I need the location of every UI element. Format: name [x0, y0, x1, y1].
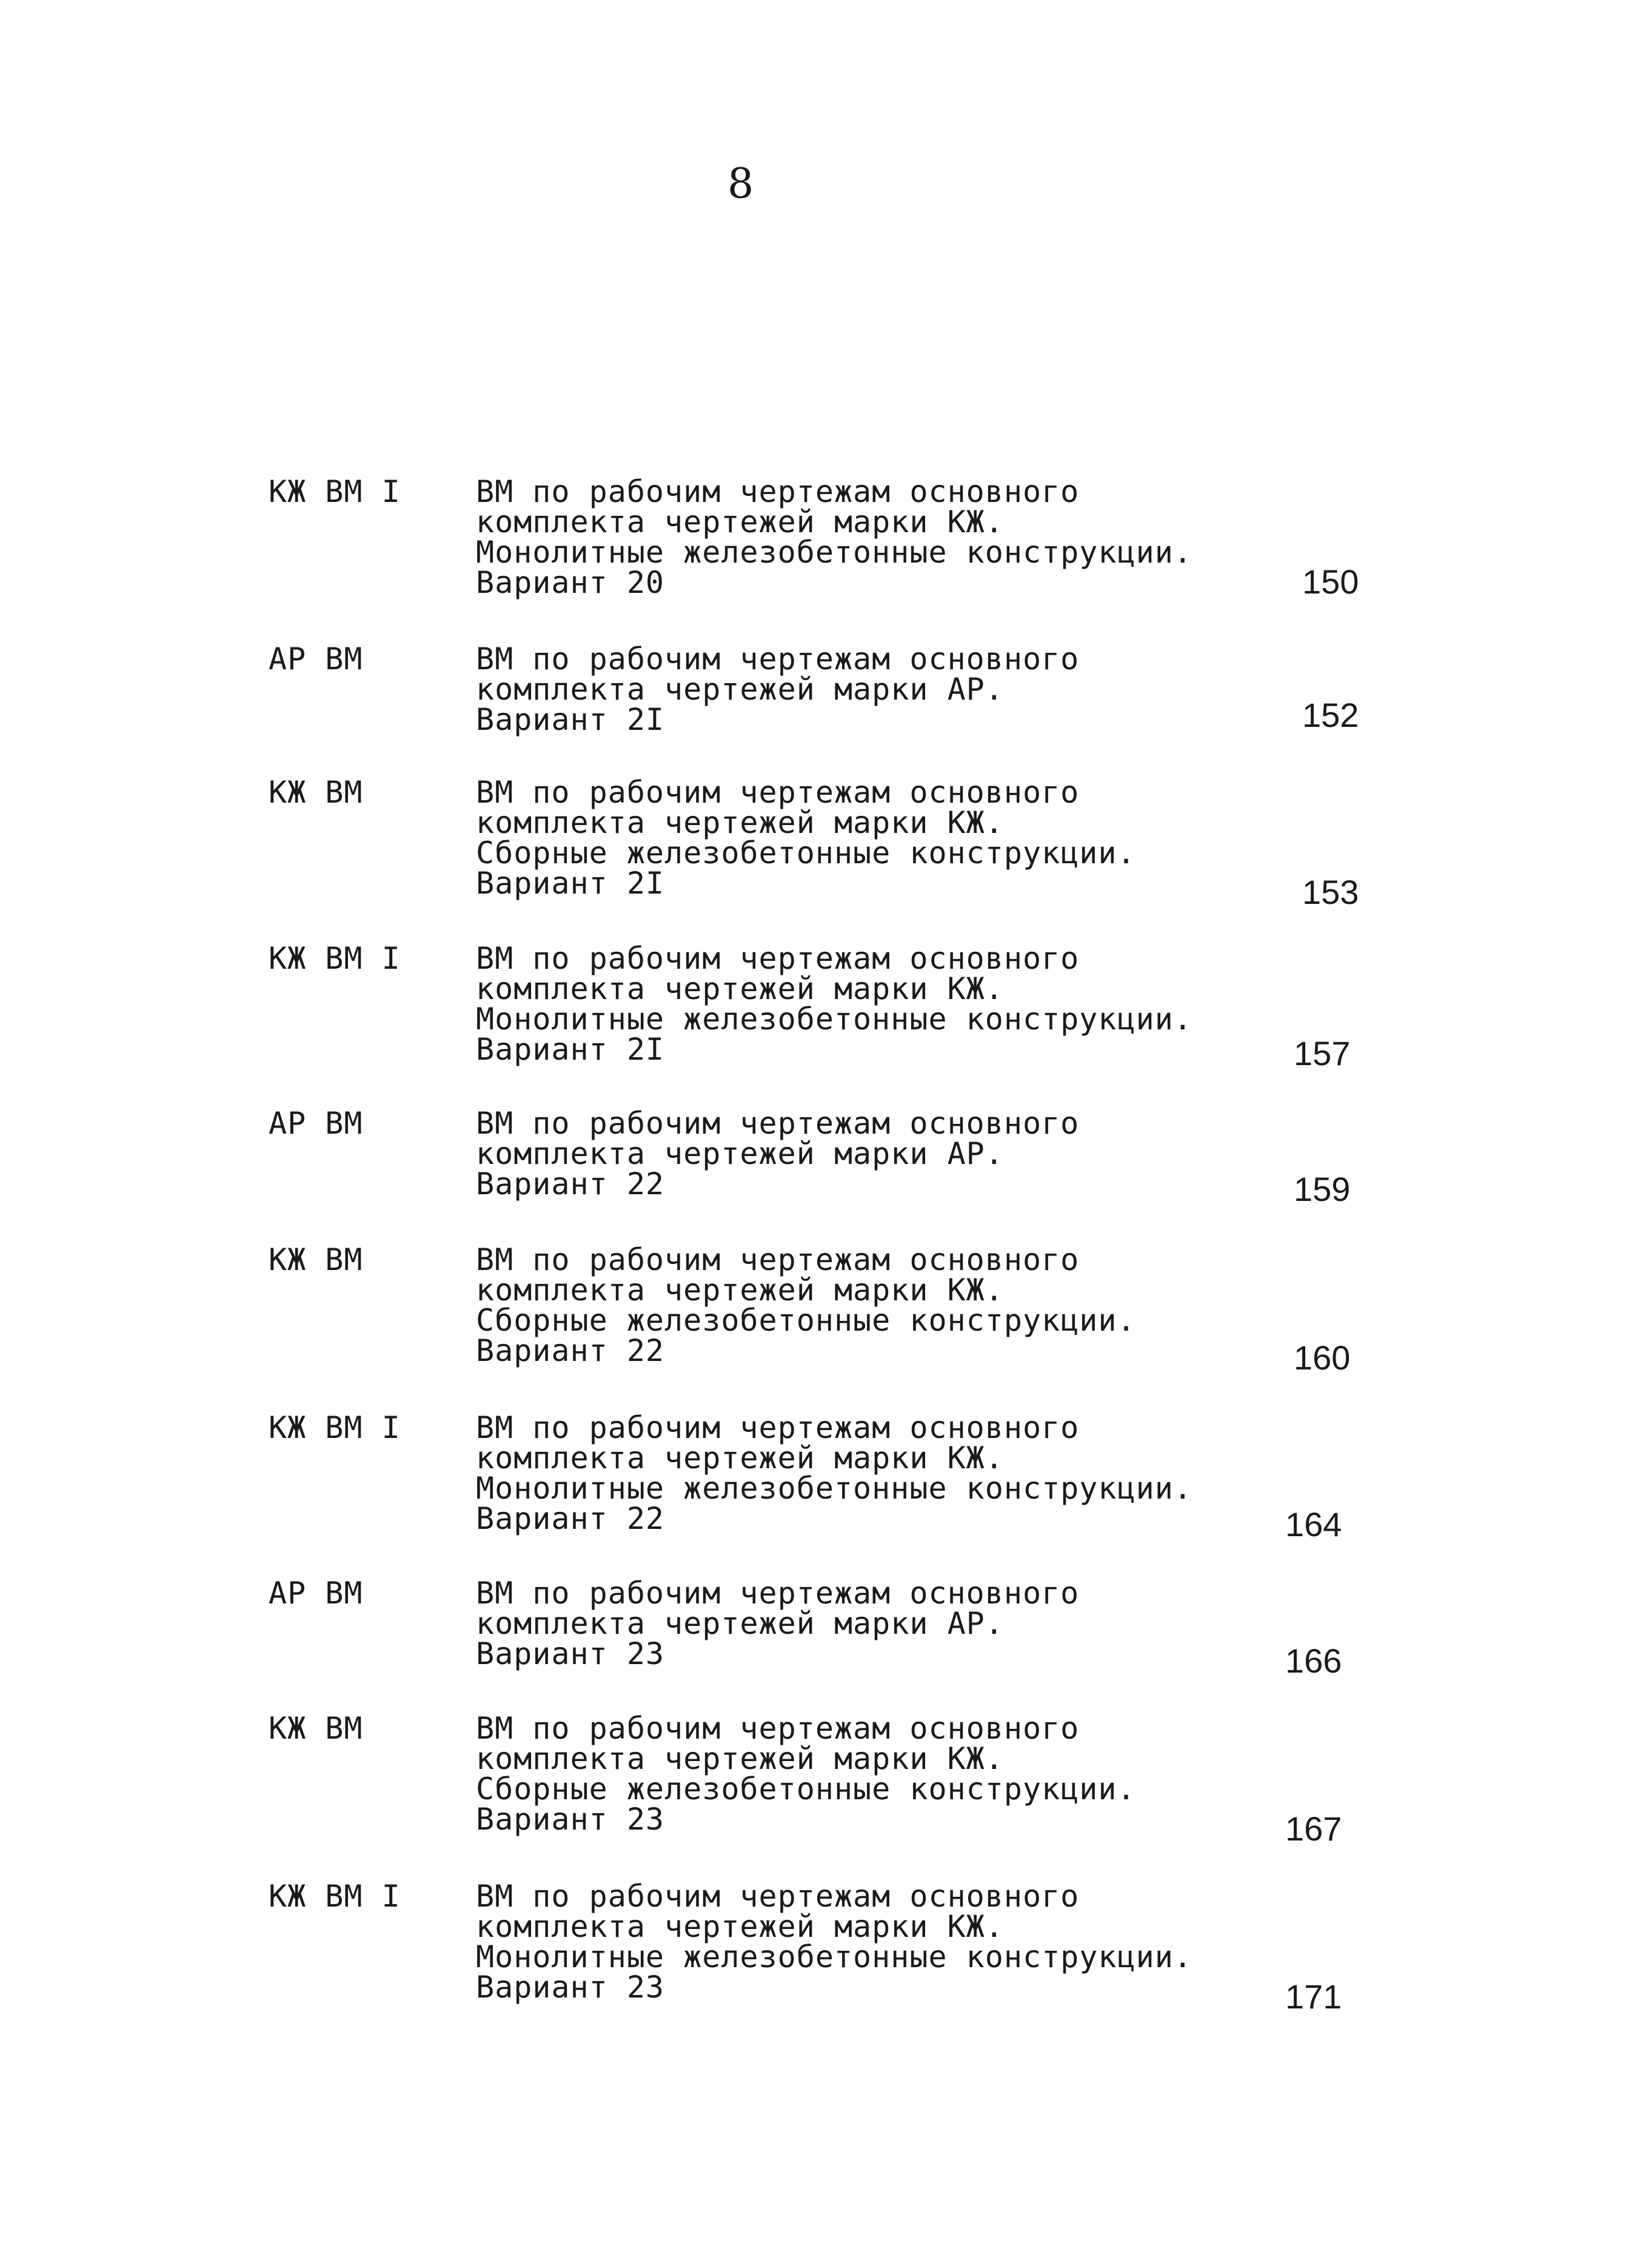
- entry-description-line: Вариант 2I: [476, 702, 665, 737]
- entry-description-line: Сборные железобетонные конструкции.: [476, 835, 1136, 871]
- entry-description-line: Вариант 23: [476, 1636, 665, 1671]
- entry-description-line: Монолитные железобетонные конструкции.: [476, 1471, 1192, 1506]
- page-number: 8: [727, 160, 754, 208]
- entry-description-line: ВМ по рабочим чертежам основного: [476, 641, 1080, 677]
- entry-code: КЖ ВМ: [269, 1242, 363, 1277]
- entry-description: [476, 476, 1192, 598]
- entry-description-line: комплекта чертежей марки КЖ.: [476, 1909, 1004, 1944]
- entry-page-number: 171: [1285, 1978, 1342, 2016]
- entry-description-line: Вариант 23: [476, 1802, 665, 1837]
- entry-description-line: Монолитные железобетонные конструкции.: [476, 1001, 1192, 1037]
- entry-page-number: 157: [1294, 1034, 1351, 1072]
- entry-description-line: Монолитные железобетонные конструкции.: [476, 535, 1192, 570]
- entry-description-line: Вариант 22: [476, 1501, 665, 1536]
- entry-description: [476, 1242, 1136, 1368]
- entry-description: [476, 1879, 1192, 2005]
- entry-description-line: ВМ по рабочим чертежам основного: [476, 1879, 1080, 1914]
- entry-description: [476, 1711, 1136, 1837]
- entry-code: АР ВМ: [269, 1106, 363, 1141]
- entry-description-line: комплекта чертежей марки КЖ.: [476, 1440, 1004, 1476]
- entry-description-line: комплекта чертежей марки АР.: [476, 672, 1004, 707]
- entry-description-line: комплекта чертежей марки АР.: [476, 1136, 1004, 1171]
- entry-description: [476, 1578, 1079, 1669]
- entry-description-line: ВМ по рабочим чертежам основного: [476, 1410, 1080, 1445]
- entry-description-line: Монолитные железобетонные конструкции.: [476, 1939, 1192, 1974]
- entry-description-line: ВМ по рабочим чертежам основного: [476, 1576, 1080, 1611]
- entry-description-line: Вариант 2I: [476, 866, 665, 901]
- entry-page-number: 153: [1302, 873, 1359, 911]
- entry-description-line: ВМ по рабочим чертежам основного: [476, 1106, 1080, 1141]
- entry-page-number: 164: [1285, 1505, 1342, 1543]
- entry-description-line: Вариант 20: [476, 565, 665, 600]
- entry-description-line: ВМ по рабочим чертежам основного: [476, 775, 1080, 810]
- entry-description: [476, 1106, 1080, 1202]
- entry-description: [476, 641, 1080, 737]
- entry-code: КЖ ВМ I: [269, 1879, 401, 1914]
- entry-description-line: ВМ по рабочим чертежам основного: [476, 941, 1080, 976]
- entry-description-line: Сборные железобетонные конструкции.: [476, 1303, 1136, 1338]
- entry-description-line: ВМ по рабочим чертежам основного: [476, 1242, 1080, 1277]
- entry-page-number: 159: [1294, 1170, 1351, 1208]
- entry-code: АР ВМ: [269, 641, 363, 677]
- entry-code: КЖ ВМ I: [269, 474, 401, 509]
- entry-code: КЖ ВМ: [269, 775, 363, 810]
- entry-code: КЖ ВМ: [269, 1711, 363, 1746]
- entry-code: АР ВМ: [269, 1576, 363, 1611]
- entry-page-number: 166: [1285, 1642, 1342, 1680]
- entry-description-line: комплекта чертежей марки КЖ.: [476, 805, 1004, 840]
- entry-code: КЖ ВМ I: [269, 1410, 401, 1445]
- entry-description-line: Вариант 23: [476, 1970, 665, 2005]
- entry-description-line: комплекта чертежей марки АР.: [476, 1606, 1004, 1641]
- entry-description-line: комплекта чертежей марки КЖ.: [476, 1741, 1004, 1776]
- entry-description-line: ВМ по рабочим чертежам основного: [476, 474, 1080, 509]
- entry-description-line: комплекта чертежей марки КЖ.: [476, 504, 1004, 540]
- entry-page-number: 160: [1294, 1339, 1351, 1377]
- entry-page-number: 152: [1302, 696, 1359, 734]
- entry-description-line: Вариант 22: [476, 1166, 665, 1202]
- entry-description-line: Вариант 22: [476, 1333, 665, 1368]
- entry-description: [476, 943, 1192, 1065]
- entry-page-number: 167: [1285, 1810, 1342, 1848]
- entry-code: КЖ ВМ I: [269, 941, 401, 976]
- entry-description: [476, 775, 1136, 901]
- entry-description-line: Вариант 2I: [476, 1032, 665, 1067]
- entry-description-line: ВМ по рабочим чертежам основного: [476, 1711, 1080, 1746]
- entry-description-line: комплекта чертежей марки КЖ.: [476, 1272, 1004, 1308]
- entry-description-line: Сборные железобетонные конструкции.: [476, 1771, 1136, 1807]
- entry-description: [476, 1412, 1192, 1534]
- entry-page-number: 150: [1302, 563, 1359, 601]
- entry-description-line: комплекта чертежей марки КЖ.: [476, 971, 1004, 1006]
